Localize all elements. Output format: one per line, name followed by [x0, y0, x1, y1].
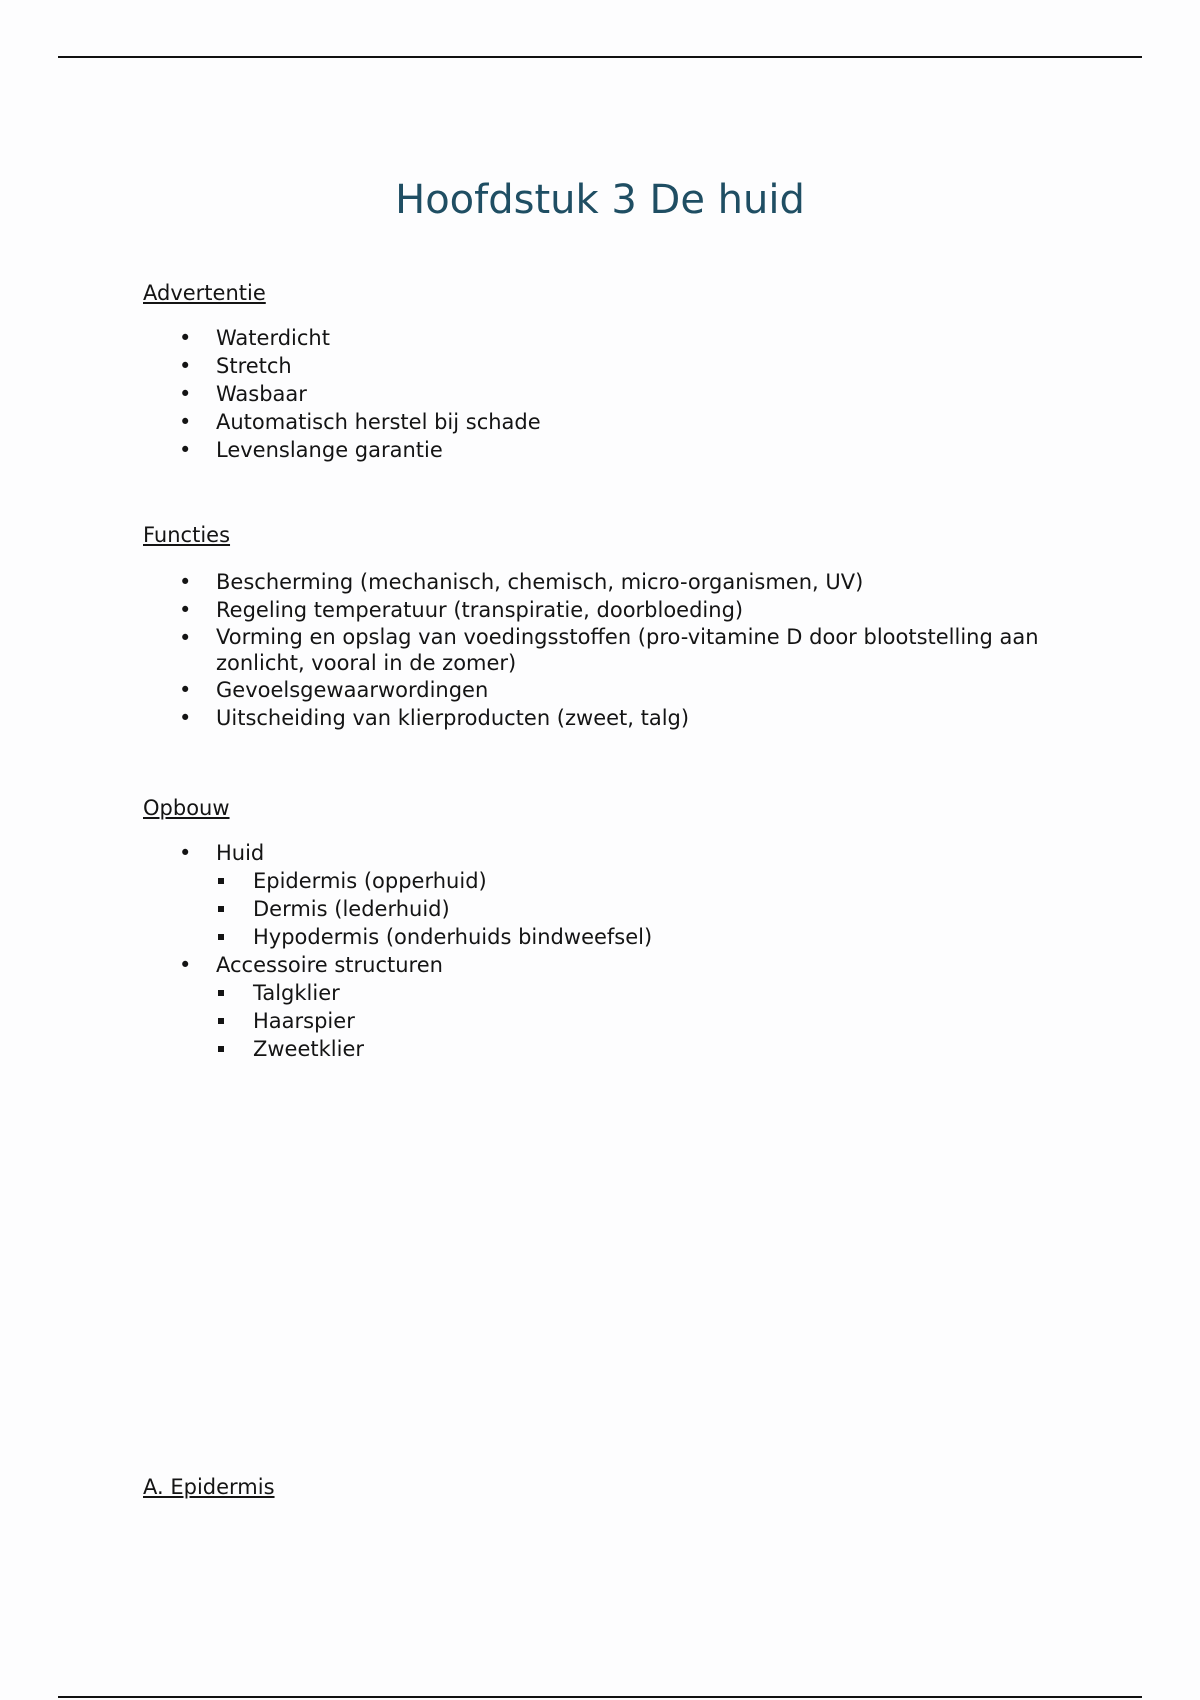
section-heading-advertentie: Advertentie — [143, 281, 266, 305]
sub-list-item: Talgklier — [216, 979, 1103, 1007]
bullet-icon: • — [179, 678, 192, 702]
bottom-rule — [58, 1696, 1142, 1698]
list-item: • Accessoire structuren Talgklier Haarspier Zweetklier — [143, 951, 1103, 1063]
opbouw-list — [143, 839, 1103, 1063]
section-opbouw — [143, 795, 1103, 1063]
list-item: • Gevoelsgewaarwordingen — [179, 678, 489, 702]
list-item: • Uitscheiding van klierproducten (zweet, talg) — [179, 706, 690, 730]
functies-list — [143, 568, 1103, 732]
bullet-icon: • — [179, 706, 192, 730]
sub-list-item: Dermis (lederhuid) — [216, 895, 1103, 923]
bullet-icon: • — [179, 326, 192, 350]
list-item: • Levenslange garantie — [179, 438, 443, 462]
bullet-icon: • — [179, 354, 192, 378]
sub-list-item: Epidermis (opperhuid) — [216, 867, 1103, 895]
section-functies — [143, 522, 1103, 732]
top-rule — [58, 56, 1142, 58]
list-item: • Waterdicht — [179, 326, 330, 350]
list-item: • Huid Epidermis (opperhuid) Dermis (lederhuid) Hypodermis (onderhuids bindweefsel) — [143, 839, 1103, 951]
list-item: • Vorming en opslag van voedingsstoffen (pro-vitamine D door blootstelling aan zonlicht, vooral in de zomer) — [179, 625, 1039, 675]
sub-list-item: Hypodermis (onderhuids bindweefsel) — [216, 923, 1103, 951]
square-bullet-icon — [218, 1018, 224, 1024]
bullet-icon: • — [179, 382, 192, 406]
sub-list-item: Haarspier — [216, 1007, 1103, 1035]
square-bullet-icon — [218, 990, 224, 996]
section-epidermis — [143, 1474, 1103, 1500]
list-item: • Wasbaar — [179, 382, 307, 406]
bullet-icon: • — [179, 598, 192, 622]
square-bullet-icon — [218, 1046, 224, 1052]
sub-list-item: Zweetklier — [216, 1035, 1103, 1063]
bullet-icon: • — [179, 841, 192, 865]
section-heading-epidermis: A. Epidermis — [143, 1475, 275, 1499]
square-bullet-icon — [218, 934, 224, 940]
page-title: Hoofdstuk 3 De huid — [395, 177, 805, 223]
section-heading-functies: Functies — [143, 523, 231, 547]
section-advertentie — [143, 280, 1103, 464]
bullet-icon: • — [179, 570, 192, 594]
bullet-icon: • — [179, 438, 192, 462]
square-bullet-icon — [218, 906, 224, 912]
bullet-icon: • — [179, 626, 192, 650]
bullet-icon: • — [179, 410, 192, 434]
list-item: • Bescherming (mechanisch, chemisch, micro-organismen, UV) — [179, 570, 864, 594]
list-item: • Regeling temperatuur (transpiratie, doorbloeding) — [179, 598, 744, 622]
huid-sublist — [216, 867, 1103, 951]
section-heading-opbouw: Opbouw — [143, 796, 230, 820]
advertentie-list — [143, 324, 1103, 464]
bullet-icon: • — [179, 953, 192, 977]
square-bullet-icon — [218, 878, 224, 884]
list-item: • Automatisch herstel bij schade — [179, 410, 541, 434]
accessoire-sublist — [216, 979, 1103, 1063]
list-item: • Stretch — [179, 354, 292, 378]
